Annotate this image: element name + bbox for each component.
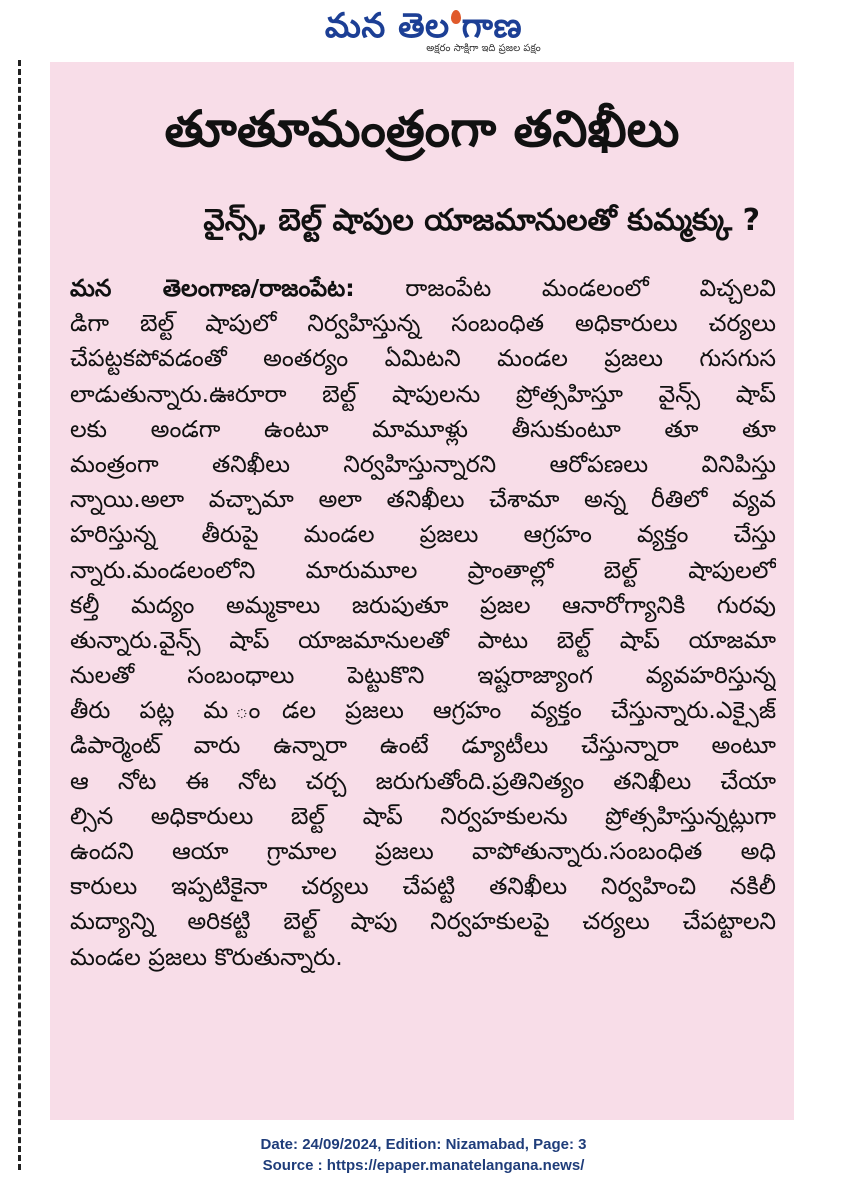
body-line: నులతో సంబంధాలు పెట్టుకొని ఇష్టరాజ్యాంగ వ్యవహరిస్తున్న [70, 661, 776, 690]
article-dateline: మన తెలంగాణ/రాజంపేట: [70, 274, 355, 302]
masthead-tagline: అక్షరం సాక్షిగా ఇది ప్రజల పక్షం [426, 43, 541, 54]
article-headline: తూతూమంత్రంగా తనిఖీలు [164, 100, 680, 158]
body-line: కారులు ఇప్పటికైనా చర్యలు చేపట్టి తనిఖీలు నిర్వహించి నకిలీ [70, 872, 776, 901]
body-line: కల్తీ మద్యం అమ్మకాలు జరుపుతూ ప్రజల ఆనారోగ్యానికి గురవు [70, 590, 776, 619]
flame-drop-icon [451, 10, 461, 24]
body-line: డిపార్మెంట్ వారు ఉన్నారా ఉంటే డ్యూటీలు చేస్తున్నారా అంటూ [70, 731, 776, 760]
body-line: చేపట్టకపోవడంతో అంతర్యం ఏమిటని మండల ప్రజలు గుసగుస [70, 344, 776, 373]
body-line: లాడుతున్నారు.ఊరూరా బెల్ట్ షాపులను ప్రోత్సహిస్తూ వైన్స్ షాప్ [70, 379, 776, 408]
body-line: మండల ప్రజలు కొరుతున్నారు. [70, 942, 343, 971]
body-line: న్నారు.మండలంలోని మారుమూల ప్రాంతాల్లో బెల్ట్ షాపులలో [70, 555, 776, 584]
body-line: ల్సిన అధికారులు బెల్ట్ షాప్ నిర్వహకులను ప్రోత్సహిస్తున్నట్లుగా [70, 801, 776, 830]
body-line: తీరు పట్ల మ ండల ప్రజలు ఆగ్రహం వ్యక్తం చేస్తున్నారు.ఎక్సైజ్ [70, 696, 776, 725]
body-text: రాజంపేట మండలంలో విచ్చలవి [405, 274, 776, 302]
body-line: ఆ నోట ఈ నోట చర్చ జరుగుతోంది.ప్రతినిత్యం తనిఖీలు చేయా [70, 766, 776, 795]
article-subheadline: వైన్స్, బెల్ట్ షాపుల యాజమానులతో కుమ్మక్కు ? [203, 203, 760, 238]
article-body [70, 271, 776, 975]
body-line: హరిస్తున్న తీరుపై మండల ప్రజలు ఆగ్రహం వ్యక్తం చేస్తు [70, 520, 776, 549]
body-line: డిగా బెల్ట్ షాపులో నిర్వహిస్తున్న సంబంధిత అధికారులు చర్యలు [70, 309, 776, 338]
body-line: మద్యాన్ని అరికట్టి బెల్ట్ షాపు నిర్వహకులపై చర్యలు చేపట్టాలని [70, 907, 776, 936]
body-line: లకు అండగా ఉంటూ మామూళ్లు తీసుకుంటూ తూ తూ [70, 414, 776, 443]
masthead [0, 6, 847, 46]
body-line: ఉందని ఆయా గ్రామాల ప్రజలు వాపోతున్నారు.సంబంధిత అధి [70, 837, 776, 865]
body-line: తున్నారు.వైన్స్ షాప్ యాజమానులతో పాటు బెల్ట్ షాప్ యాజమా [70, 625, 776, 654]
scissor-cut-line [18, 60, 21, 1170]
footer-date-edition: Date: 24/09/2024, Edition: Nizamabad, Page: 3 [260, 1136, 587, 1153]
body-line [70, 271, 776, 306]
footer-source: Source : https://epaper.manatelangana.news/ [262, 1157, 585, 1174]
footer [0, 1134, 847, 1176]
body-line: న్నాయి.అలా వచ్చామా అలా తనిఖీలు చేశామా అన్న రీతిలో వ్యవ [70, 485, 776, 514]
body-line: మంత్రంగా తనిఖీలు నిర్వహిస్తున్నారని ఆరోపణలు వినిపిస్తు [70, 449, 776, 478]
logo-text-part2: గాణ [461, 6, 523, 46]
logo-text-part1: మన తెల [324, 6, 450, 46]
newspaper-logo [325, 6, 522, 46]
